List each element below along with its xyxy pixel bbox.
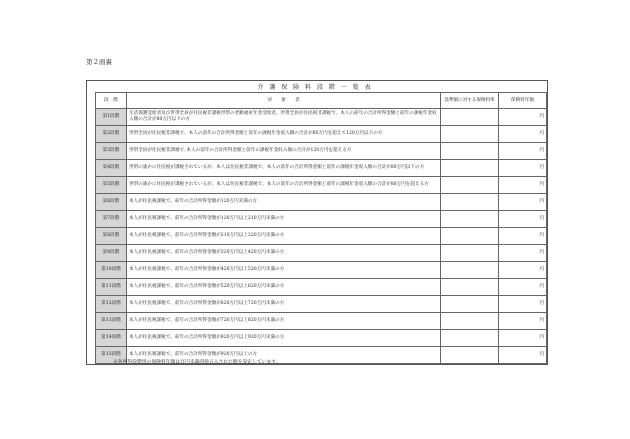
target-cell: 本人が住民税課税で、前年の合計所得金額が920万円以上の方 [127, 347, 441, 364]
premium-cell: 円 [499, 296, 547, 313]
table-row [96, 143, 547, 160]
target-cell: 本人が住民税課税で、前年の合計所得金額が420万円以上520万円未満の方 [127, 262, 441, 279]
target-cell: 世帯の誰かに住民税が課税されているが、本人は住民税非課税で、本人の前年の合計所得金額と前年の課税年金収入額の合計が80万円以下の方 [127, 160, 441, 177]
target-cell: 本人が住民税課税で、前年の合計所得金額が820万円以上920万円未満の方 [127, 330, 441, 347]
header-target: 対 象 者 [127, 93, 441, 109]
table-row [96, 160, 547, 177]
grade-cell: 第8段階 [96, 228, 127, 245]
grade-cell: 第5段階 [96, 177, 127, 194]
table-row [96, 296, 547, 313]
table-row [96, 245, 547, 262]
premium-cell: 円 [499, 211, 547, 228]
grade-cell: 第3段階 [96, 143, 127, 160]
grade-cell: 第14段階 [96, 330, 127, 347]
table-row [96, 279, 547, 296]
rate-cell [441, 330, 499, 347]
premium-cell: 円 [499, 330, 547, 347]
page-label: 第２面裏 [86, 58, 112, 66]
target-cell: 本人が住民税課税で、前年の合計所得金額が720万円以上820万円未満の方 [127, 313, 441, 330]
table-row [96, 313, 547, 330]
rate-cell [441, 245, 499, 262]
target-cell: 生活保護受給者及び世帯全員が住民税非課税世帯の老齢福祉年金受給者。世帯全員が住民税非課税で、本人の前年の合計所得金額と前年の課税年金収入額の合計が80万円以下の方 [127, 109, 441, 126]
target-cell: 本人が住民税課税で、前年の合計所得金額が620万円以上720万円未満の方 [127, 296, 441, 313]
rate-cell [441, 177, 499, 194]
table-row [96, 126, 547, 143]
premium-cell: 円 [499, 313, 547, 330]
grade-cell: 第11段階 [96, 279, 127, 296]
grade-cell: 第9段階 [96, 245, 127, 262]
rate-cell [441, 160, 499, 177]
premium-cell: 円 [499, 262, 547, 279]
rate-cell [441, 143, 499, 160]
target-cell: 世帯全員が住民税非課税で､本人の前年の合計所得金額と前年の課税年金収入額の合計が120万円を超える方 [127, 143, 441, 160]
target-cell: 本人が住民税課税で、前年の合計所得金額が120万円未満の方 [127, 194, 441, 211]
premium-cell: 円 [499, 177, 547, 194]
target-cell: 世帯の誰かに住民税が課税されているが、本人は住民税非課税で、本人の前年の合計所得金額と前年の課税年金収入額の合計が80万円を超える方 [127, 177, 441, 194]
premium-cell: 円 [499, 160, 547, 177]
premium-cell: 円 [499, 194, 547, 211]
rate-cell [441, 279, 499, 296]
target-cell: 本人が住民税課税で、前年の合計所得金額が120万円以上210万円未満の方 [127, 211, 441, 228]
header-grade: 段 階 [96, 93, 127, 109]
rate-cell [441, 228, 499, 245]
rate-cell [441, 109, 499, 126]
table-row [96, 330, 547, 347]
target-cell: 本人が住民税課税で、前年の合計所得金額が320万円以上420万円未満の方 [127, 245, 441, 262]
premium-table [95, 92, 547, 364]
grade-cell: 第1段階 [96, 109, 127, 126]
header-premium: 保険料年額 [499, 93, 547, 109]
target-cell: 本人が住民税課税で、前年の合計所得金額が520万円以上620万円未満の方 [127, 279, 441, 296]
grade-cell: 第2段階 [96, 126, 127, 143]
rate-cell [441, 347, 499, 364]
table-row [96, 109, 547, 126]
table-row [96, 177, 547, 194]
premium-cell: 円 [499, 279, 547, 296]
rate-cell [441, 211, 499, 228]
table-row [96, 228, 547, 245]
table-row [96, 262, 547, 279]
grade-cell: 第13段階 [96, 313, 127, 330]
footnote: ※各所得段階別の保険料年額は百円未満四捨五入された額を設定しています。 [113, 360, 281, 365]
target-cell: 本人が住民税課税で、前年の合計所得金額が210万円以上320万円未満の方 [127, 228, 441, 245]
rate-cell [441, 313, 499, 330]
table-row [96, 211, 547, 228]
grade-cell: 第6段階 [96, 194, 127, 211]
premium-cell: 円 [499, 143, 547, 160]
rate-cell [441, 194, 499, 211]
premium-cell: 円 [499, 109, 547, 126]
grade-cell: 第7段階 [96, 211, 127, 228]
premium-cell: 円 [499, 347, 547, 364]
premium-cell: 円 [499, 126, 547, 143]
grade-cell: 第12段階 [96, 296, 127, 313]
header-rate: 基準額に対する保険料率 [441, 93, 499, 109]
rate-cell [441, 262, 499, 279]
grade-cell: 第10段階 [96, 262, 127, 279]
rate-cell [441, 296, 499, 313]
target-cell: 世帯全員が住民税非課税で、本人の前年の合計所得金額と前年の課税年金収入額の合計が80万円を超えて120万円以下の方 [127, 126, 441, 143]
table-row [96, 194, 547, 211]
grade-cell: 第15段階 [96, 347, 127, 364]
premium-cell: 円 [499, 228, 547, 245]
premium-cell: 円 [499, 245, 547, 262]
grade-cell: 第4段階 [96, 160, 127, 177]
rate-cell [441, 126, 499, 143]
table-title: 介 護 保 険 料 段 階 一 覧 表 [257, 84, 373, 91]
